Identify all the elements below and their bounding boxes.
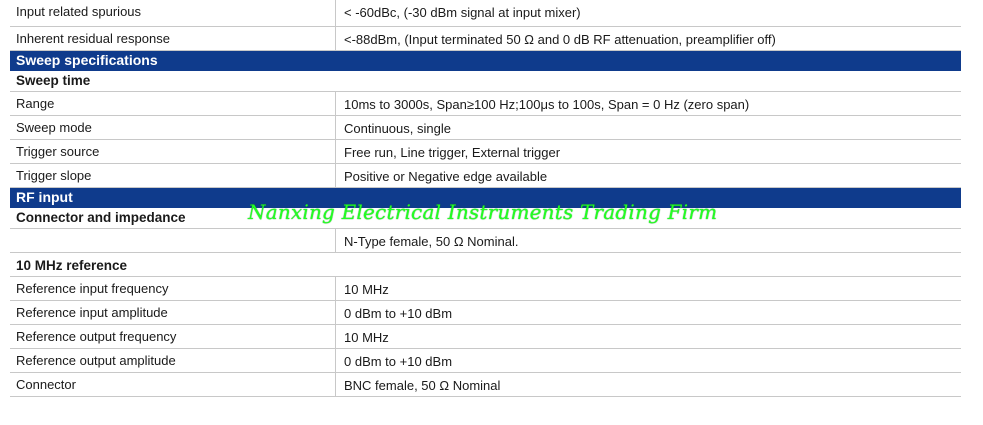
row-value: <-88dBm, (Input terminated 50 Ω and 0 dB RF attenuation, preamplifier off) [344, 32, 776, 47]
row-value: Continuous, single [344, 121, 451, 136]
row-trigger-slope [10, 164, 961, 188]
row-value: 0 dBm to +10 dBm [344, 306, 453, 321]
column-divider [335, 140, 336, 163]
row-connector [10, 373, 961, 397]
row-label: Input related spurious [16, 4, 142, 19]
subheader-sweep-time [10, 71, 961, 92]
row-reference-output-frequency [10, 325, 961, 349]
row-label: Trigger slope [16, 168, 92, 183]
row-value: Positive or Negative edge available [344, 169, 548, 184]
column-divider [335, 164, 336, 187]
section-title: Sweep specifications [16, 52, 158, 68]
row-value: Free run, Line trigger, External trigger [344, 145, 561, 160]
column-divider [335, 373, 336, 396]
row-label: Reference input frequency [16, 281, 169, 296]
row-label: Trigger source [16, 144, 100, 159]
row-value: < -60dBc, (-30 dBm signal at input mixer) [344, 5, 581, 20]
column-divider [335, 277, 336, 300]
spec-table [10, 0, 961, 397]
row-reference-input-amplitude [10, 301, 961, 325]
subheader-10mhz-reference [10, 253, 961, 277]
section-header-sweep-specifications [10, 51, 961, 71]
row-label: Connector [16, 377, 76, 392]
column-divider [335, 349, 336, 372]
subheader-title: 10 MHz reference [16, 258, 128, 273]
column-divider [335, 27, 336, 50]
row-label: Reference input amplitude [16, 305, 168, 320]
section-title: RF input [16, 189, 73, 205]
row-label: Inherent residual response [16, 31, 170, 46]
row-connector-and-impedance-value [10, 229, 961, 253]
row-value: 10 MHz [344, 330, 389, 345]
row-label: Sweep mode [16, 120, 92, 135]
row-value: 0 dBm to +10 dBm [344, 354, 453, 369]
row-reference-output-amplitude [10, 349, 961, 373]
column-divider [335, 229, 336, 252]
row-inherent-residual-response [10, 27, 961, 51]
row-sweep-mode [10, 116, 961, 140]
column-divider [335, 0, 336, 26]
row-label: Reference output frequency [16, 329, 177, 344]
row-input-related-spurious [10, 0, 961, 27]
row-label: Reference output amplitude [16, 353, 176, 368]
row-value: 10ms to 3000s, Span≥100 Hz;100μs to 100s, Span = 0 Hz (zero span) [344, 97, 750, 112]
row-value: 10 MHz [344, 282, 389, 297]
row-label: Range [16, 96, 55, 111]
row-value: BNC female, 50 Ω Nominal [344, 378, 501, 393]
row-trigger-source [10, 140, 961, 164]
column-divider [335, 301, 336, 324]
subheader-title: Connector and impedance [16, 210, 186, 225]
column-divider [335, 325, 336, 348]
watermark-text: Nanxing Electrical Instruments Trading Firm [248, 200, 718, 224]
row-reference-input-frequency [10, 277, 961, 301]
row-range [10, 92, 961, 116]
column-divider [335, 92, 336, 115]
subheader-title: Sweep time [16, 73, 91, 88]
row-value: N-Type female, 50 Ω Nominal. [344, 234, 519, 249]
column-divider [335, 116, 336, 139]
